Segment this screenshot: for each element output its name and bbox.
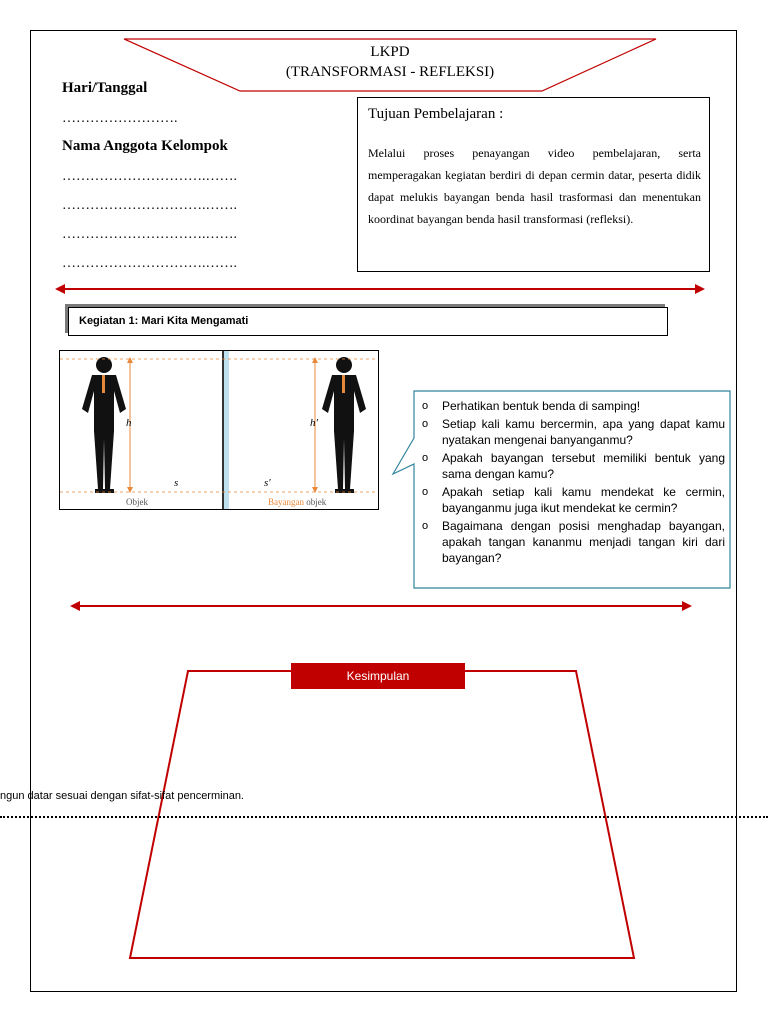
- divider-arrow-top: [55, 282, 705, 296]
- caption-bayangan-objek: [268, 497, 326, 507]
- bullet-icon: o: [422, 400, 429, 412]
- question-item: [420, 416, 725, 448]
- kesimpulan-label: Kesimpulan: [291, 663, 465, 689]
- question-text: Setiap kali kamu bercermin, apa yang dapat kamu nyatakan mengenai banyanganmu?: [442, 417, 725, 447]
- header-subtitle: (TRANSFORMASI - REFLEKSI): [285, 64, 495, 80]
- label-h: h: [126, 417, 132, 429]
- bullet-icon: o: [422, 486, 429, 498]
- kegiatan-title: Kegiatan 1: Mari Kita Mengamati: [79, 315, 249, 327]
- member-line: ………………………….…….: [62, 198, 237, 213]
- bullet-icon: o: [422, 452, 429, 464]
- caption-objek: Objek: [126, 497, 148, 507]
- label-h-prime: h': [310, 417, 318, 429]
- question-item: [420, 398, 725, 414]
- member-line: ………………………….…….: [62, 169, 237, 184]
- label-s: s: [174, 477, 179, 489]
- mirror-figure: [59, 350, 379, 510]
- caption-objek2: objek: [304, 497, 327, 507]
- dotted-rule: [0, 816, 768, 818]
- member-line: ………………………….…….: [62, 256, 237, 271]
- member-line: ………………………….…….: [62, 227, 237, 242]
- caption-bayangan: Bayangan: [268, 497, 304, 507]
- divider-arrow-bottom: [70, 599, 692, 613]
- tujuan-box: [357, 97, 710, 272]
- date-dots: …………………….: [62, 111, 178, 126]
- kesimpulan-overflow-text: ngun datar sesuai dengan sifat-sifat pencerminan.: [0, 790, 244, 802]
- tujuan-heading: Tujuan Pembelajaran :: [368, 106, 504, 122]
- bullet-icon: o: [422, 418, 429, 430]
- header-title: LKPD: [370, 44, 410, 60]
- date-label: Hari/Tanggal: [62, 80, 148, 96]
- question-item: [420, 484, 725, 516]
- question-text: Perhatikan bentuk benda di samping!: [442, 399, 641, 413]
- label-s-prime: s': [264, 477, 271, 489]
- question-item: [420, 450, 725, 482]
- mirror-figure-svg: [60, 351, 378, 509]
- questions-panel: [420, 398, 725, 568]
- kesimpulan-frame: [126, 668, 638, 962]
- kegiatan-box: [68, 307, 668, 336]
- tujuan-body: Melalui proses penayangan video pembelajaran, serta memperagakan kegiatan berdiri di depan cermin datar, peserta didik dapat melukis bayangan benda hasil trasformasi dan menentukan koordinat bayangan benda hasil transformasi (refleksi).: [368, 146, 701, 226]
- question-text: Bagaimana dengan posisi menghadap bayangan, apakah tangan kananmu menjadi tangan kiri dari bayangan?: [442, 519, 725, 565]
- questions-list: [420, 398, 725, 566]
- question-item: [420, 518, 725, 566]
- question-text: Apakah setiap kali kamu mendekat ke cermin, bayanganmu juga ikut mendekat ke cermin?: [442, 485, 725, 515]
- group-label: Nama Anggota Kelompok: [62, 138, 228, 154]
- bullet-icon: o: [422, 520, 429, 532]
- question-text: Apakah bayangan tersebut memiliki bentuk yang sama dengan kamu?: [442, 451, 725, 481]
